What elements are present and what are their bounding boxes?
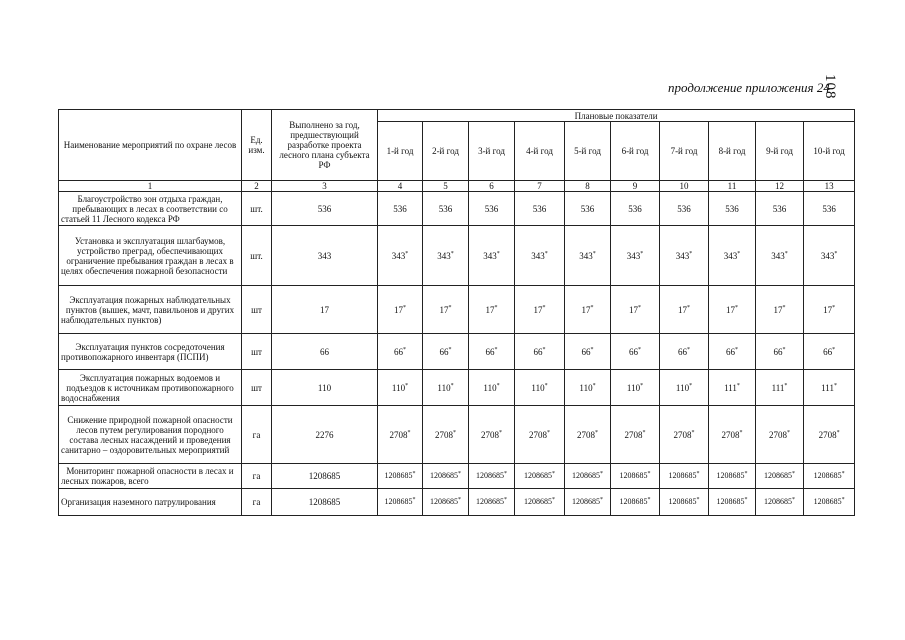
plan-value — [756, 406, 804, 464]
plan-value-number: 66 — [629, 346, 638, 357]
footnote-mark: * — [590, 304, 594, 311]
plan-value-number: 17 — [629, 304, 638, 315]
plan-value — [565, 226, 611, 286]
unit-cell: га — [242, 489, 272, 516]
plan-value — [469, 489, 515, 516]
footnote-mark: * — [832, 346, 836, 353]
plan-value-number: 66 — [485, 346, 495, 357]
plan-value-number: 2708 — [435, 429, 453, 440]
plan-value-number: 2708 — [624, 429, 643, 440]
plan-value — [515, 489, 565, 516]
plan-value — [565, 334, 611, 370]
plan-value — [611, 334, 660, 370]
activity-name: Организация наземного патрулирования — [59, 489, 242, 516]
plan-value-number: 536 — [438, 203, 453, 214]
footnote-mark: * — [735, 346, 738, 353]
plan-value-number: 343 — [437, 250, 451, 261]
header-year: 4-й год — [515, 122, 565, 181]
table-row — [59, 192, 855, 226]
plan-value-number: 2708 — [769, 429, 787, 440]
footnote-mark: * — [691, 429, 695, 436]
column-number: 4 — [378, 181, 423, 192]
plan-value-number: 343 — [675, 250, 690, 261]
activity-name: Эксплуатация пунктов сосредоточения противопожарного инвентаря (ПСПИ) — [59, 334, 242, 370]
plan-value — [660, 334, 709, 370]
plan-value-number: 1208685 — [430, 471, 458, 480]
plan-value-number: 17 — [773, 304, 783, 315]
plan-value — [804, 489, 855, 516]
footnote-mark: * — [592, 382, 596, 389]
column-number: 8 — [565, 181, 611, 192]
footnote-mark: * — [458, 497, 461, 503]
plan-value — [423, 370, 469, 406]
activity-name: Благоустройство зон отдыха граждан, пребывающих в лесах в соответствии со статьей 11 Лесного кодекса РФ — [59, 192, 242, 226]
plan-value — [423, 406, 469, 464]
footnote-mark: * — [547, 429, 550, 436]
plan-value — [804, 406, 855, 464]
footnote-mark: * — [504, 471, 507, 477]
footnote-mark: * — [689, 382, 693, 389]
header-year: 7-й год — [660, 122, 709, 181]
footnote-mark: * — [834, 250, 838, 257]
plan-value-number: 536 — [822, 203, 836, 214]
plan-value — [756, 489, 804, 516]
plan-value — [423, 226, 469, 286]
header-year: 10-й год — [804, 122, 855, 181]
column-number: 11 — [709, 181, 756, 192]
plan-value-number: 17 — [485, 304, 495, 315]
plan-value-number: 343 — [820, 250, 835, 261]
header-planned: Плановые показатели — [378, 110, 855, 122]
plan-value — [709, 406, 756, 464]
plan-value-number: 66 — [823, 346, 833, 357]
unit-cell: га — [242, 464, 272, 489]
plan-value — [565, 192, 611, 226]
plan-value — [565, 406, 611, 464]
footnote-mark: * — [600, 471, 603, 477]
footnote-mark: * — [403, 346, 406, 353]
plan-value-number: 1208685 — [764, 471, 792, 480]
unit-cell: га — [242, 406, 272, 464]
column-number: 2 — [242, 181, 272, 192]
plan-value-number: 1208685 — [476, 497, 504, 506]
plan-value — [756, 226, 804, 286]
plan-value-number: 17 — [823, 304, 833, 315]
footnote-mark: * — [841, 471, 845, 477]
plan-value — [709, 286, 756, 334]
plan-value — [804, 192, 855, 226]
plan-value — [611, 464, 660, 489]
plan-value-number: 343 — [626, 250, 641, 261]
header-year: 9-й год — [756, 122, 804, 181]
footnote-mark: * — [496, 250, 500, 257]
column-numbers-row — [59, 181, 855, 192]
plan-value — [709, 464, 756, 489]
footnote-mark: * — [542, 346, 546, 353]
footnote-mark: * — [407, 429, 411, 436]
plan-value-number: 1208685 — [716, 471, 745, 480]
plan-value-number: 110 — [531, 382, 545, 393]
footnote-mark: * — [784, 382, 788, 389]
plan-value — [611, 226, 660, 286]
plan-value — [709, 489, 756, 516]
plan-value — [423, 192, 469, 226]
footnote-mark: * — [744, 497, 748, 503]
column-number: 3 — [272, 181, 378, 192]
plan-value — [804, 286, 855, 334]
plan-value-number: 66 — [533, 346, 543, 357]
plan-value — [660, 286, 709, 334]
plan-value-number: 17 — [394, 304, 403, 315]
plan-value-number: 1208685 — [524, 497, 552, 506]
plan-value-number: 2708 — [577, 429, 595, 440]
plan-value — [756, 192, 804, 226]
footnote-mark: * — [595, 429, 598, 436]
plan-value-number: 536 — [772, 203, 787, 214]
footnote-mark: * — [592, 250, 596, 257]
plan-value-number: 536 — [532, 203, 547, 214]
plan-value-number: 1208685 — [619, 471, 648, 480]
footnote-mark: * — [453, 429, 456, 436]
footnote-mark: * — [542, 304, 546, 311]
footnote-mark: * — [744, 471, 748, 477]
plan-value-number: 111 — [724, 382, 737, 393]
footnote-mark: * — [590, 346, 594, 353]
plan-value-number: 110 — [483, 382, 497, 393]
plan-value-number: 66 — [394, 346, 403, 357]
header-year: 2-й год — [423, 122, 469, 181]
footnote-mark: * — [689, 250, 693, 257]
plan-value-number: 343 — [723, 250, 738, 261]
footnote-mark: * — [737, 250, 741, 257]
footnote-mark: * — [448, 346, 452, 353]
plan-value-number: 111 — [771, 382, 785, 393]
plan-value — [565, 286, 611, 334]
plan-value-number: 1208685 — [668, 497, 697, 506]
footnote-mark: * — [640, 250, 644, 257]
plan-value — [565, 464, 611, 489]
plan-value — [756, 464, 804, 489]
table-row — [59, 334, 855, 370]
done-value: 1208685 — [272, 464, 378, 489]
column-number: 13 — [804, 181, 855, 192]
plan-value — [423, 464, 469, 489]
done-value: 536 — [272, 192, 378, 226]
header-unit: Ед. изм. — [242, 110, 272, 181]
footnote-mark: * — [647, 471, 651, 477]
done-value: 110 — [272, 370, 378, 406]
footnote-mark: * — [450, 250, 454, 257]
plan-value — [660, 370, 709, 406]
plan-value — [804, 334, 855, 370]
plan-value — [515, 406, 565, 464]
plan-value-number: 1208685 — [430, 497, 458, 506]
plan-value-number: 110 — [579, 382, 593, 393]
activity-name: Мониторинг пожарной опасности в лесах и лесных пожаров, всего — [59, 464, 242, 489]
footnote-mark: * — [499, 429, 502, 436]
plan-value — [378, 370, 423, 406]
footnote-mark: * — [552, 471, 555, 477]
plan-value — [378, 226, 423, 286]
plan-value-number: 343 — [391, 250, 406, 261]
plan-value — [804, 370, 855, 406]
plan-value-number: 1208685 — [668, 471, 697, 480]
plan-value — [469, 464, 515, 489]
unit-cell: шт. — [242, 192, 272, 226]
plan-value-number: 1208685 — [384, 497, 413, 506]
footnote-mark: * — [687, 346, 690, 353]
plan-value-number: 1208685 — [716, 497, 745, 506]
unit-cell: шт — [242, 334, 272, 370]
header-year: 1-й год — [378, 122, 423, 181]
plan-value — [515, 464, 565, 489]
plan-value — [709, 334, 756, 370]
header-year: 5-й год — [565, 122, 611, 181]
plan-value-number: 343 — [483, 250, 497, 261]
header-year: 3-й год — [469, 122, 515, 181]
header-name: Наименование мероприятий по охране лесов — [59, 110, 242, 181]
plan-value-number: 2708 — [529, 429, 547, 440]
plan-value — [378, 334, 423, 370]
header-row-top — [59, 110, 855, 122]
activity-name: Установка и эксплуатация шлагбаумов, устройство преград, обеспечивающих ограничение пребывания граждан в лесах в целях обеспечения пожарной безопасности — [59, 226, 242, 286]
plan-value-number: 1208685 — [384, 471, 413, 480]
done-value: 66 — [272, 334, 378, 370]
table-row — [59, 406, 855, 464]
footnote-mark: * — [696, 471, 700, 477]
footnote-mark: * — [739, 429, 743, 436]
plan-value-number: 1208685 — [813, 471, 842, 480]
plan-value-number: 111 — [821, 382, 834, 393]
plan-value — [709, 192, 756, 226]
footnote-mark: * — [405, 250, 409, 257]
plan-value — [515, 226, 565, 286]
plan-value-number: 536 — [484, 203, 499, 214]
plan-value — [611, 192, 660, 226]
plan-value — [660, 406, 709, 464]
plan-value-number: 1208685 — [572, 497, 600, 506]
page-number: 108 — [822, 74, 838, 100]
footnote-mark: * — [735, 304, 738, 311]
footnote-mark: * — [792, 497, 795, 503]
footnote-mark: * — [600, 497, 603, 503]
plan-value — [378, 406, 423, 464]
plan-value-number: 1208685 — [524, 471, 552, 480]
plan-value-number: 17 — [533, 304, 543, 315]
footnote-mark: * — [458, 471, 461, 477]
plan-value — [378, 489, 423, 516]
done-value: 1208685 — [272, 489, 378, 516]
footnote-mark: * — [782, 346, 786, 353]
footnote-mark: * — [784, 250, 788, 257]
footnote-mark: * — [450, 382, 454, 389]
footnote-mark: * — [687, 304, 690, 311]
plan-value — [611, 286, 660, 334]
plan-value — [660, 464, 709, 489]
done-value: 17 — [272, 286, 378, 334]
plan-value — [660, 226, 709, 286]
column-number: 7 — [515, 181, 565, 192]
forest-protection-plan-table — [58, 109, 855, 516]
plan-value-number: 17 — [726, 304, 735, 315]
activity-name: Снижение природной пожарной опасности лесов путем регулирования породного состава лесных насаждений и проведения санитарно – оздоровительных мероприятий — [59, 406, 242, 464]
plan-value-number: 1208685 — [476, 471, 504, 480]
footnote-mark: * — [494, 304, 498, 311]
plan-value-number: 536 — [725, 203, 739, 214]
plan-value-number: 110 — [437, 382, 451, 393]
plan-value-number: 536 — [580, 203, 595, 214]
continuation-caption: продолжение приложения 24 — [668, 80, 830, 95]
footnote-mark: * — [544, 382, 548, 389]
plan-value-number: 536 — [677, 203, 691, 214]
plan-value-number: 110 — [391, 382, 406, 393]
table-body — [59, 192, 855, 516]
plan-value — [515, 286, 565, 334]
plan-value — [660, 192, 709, 226]
plan-value — [756, 334, 804, 370]
plan-value — [378, 286, 423, 334]
footnote-mark: * — [642, 429, 646, 436]
plan-value-number: 1208685 — [619, 497, 648, 506]
plan-value-number: 2708 — [389, 429, 408, 440]
footnote-mark: * — [504, 497, 507, 503]
plan-value — [378, 464, 423, 489]
plan-value — [423, 489, 469, 516]
activity-name: Эксплуатация пожарных наблюдательных пунктов (вышек, мачт, павильонов и других наблюдательных пунктов) — [59, 286, 242, 334]
unit-cell: шт. — [242, 226, 272, 286]
unit-cell: шт — [242, 286, 272, 334]
plan-value-number: 343 — [579, 250, 593, 261]
footnote-mark: * — [787, 429, 790, 436]
footnote-mark: * — [736, 382, 740, 389]
footnote-mark: * — [836, 429, 840, 436]
plan-value-number: 66 — [773, 346, 783, 357]
footnote-mark: * — [782, 304, 786, 311]
table-row — [59, 286, 855, 334]
plan-value — [565, 370, 611, 406]
plan-value-number: 343 — [771, 250, 785, 261]
plan-value — [565, 489, 611, 516]
table-row — [59, 464, 855, 489]
plan-value — [515, 192, 565, 226]
footnote-mark: * — [792, 471, 795, 477]
footnote-mark: * — [494, 346, 498, 353]
plan-value — [469, 226, 515, 286]
plan-value-number: 2708 — [818, 429, 837, 440]
footnote-mark: * — [552, 497, 555, 503]
header-year: 6-й год — [611, 122, 660, 181]
plan-value-number: 17 — [678, 304, 687, 315]
table-row — [59, 226, 855, 286]
plan-value — [804, 464, 855, 489]
plan-value — [469, 334, 515, 370]
header-done: Выполнено за год, предшествующий разработке проекта лесного плана субъекта РФ — [272, 110, 378, 181]
plan-value-number: 17 — [439, 304, 449, 315]
footnote-mark: * — [841, 497, 845, 503]
plan-value-number: 2708 — [721, 429, 740, 440]
column-number: 5 — [423, 181, 469, 192]
footnote-mark: * — [638, 304, 641, 311]
footnote-mark: * — [640, 382, 644, 389]
plan-value — [709, 370, 756, 406]
header-year: 8-й год — [709, 122, 756, 181]
plan-value — [469, 192, 515, 226]
footnote-mark: * — [833, 382, 837, 389]
footnote-mark: * — [647, 497, 651, 503]
plan-value — [378, 192, 423, 226]
plan-value — [469, 370, 515, 406]
plan-value — [804, 226, 855, 286]
plan-value — [611, 406, 660, 464]
plan-value-number: 1208685 — [572, 471, 600, 480]
footnote-mark: * — [403, 304, 406, 311]
plan-value — [423, 286, 469, 334]
plan-value-number: 536 — [393, 203, 407, 214]
plan-value-number: 1208685 — [764, 497, 792, 506]
plan-value — [423, 334, 469, 370]
plan-value — [515, 370, 565, 406]
column-number: 6 — [469, 181, 515, 192]
footnote-mark: * — [412, 471, 416, 477]
plan-value-number: 2708 — [673, 429, 692, 440]
footnote-mark: * — [544, 250, 548, 257]
plan-value — [756, 370, 804, 406]
plan-value — [756, 286, 804, 334]
plan-value-number: 110 — [626, 382, 641, 393]
plan-value — [709, 226, 756, 286]
activity-name: Эксплуатация пожарных водоемов и подъездов к источникам противопожарного водоснабжения — [59, 370, 242, 406]
footnote-mark: * — [696, 497, 700, 503]
plan-value — [469, 406, 515, 464]
plan-value-number: 66 — [726, 346, 735, 357]
plan-value — [660, 489, 709, 516]
footnote-mark: * — [638, 346, 641, 353]
done-value: 343 — [272, 226, 378, 286]
footnote-mark: * — [448, 304, 452, 311]
unit-cell: шт — [242, 370, 272, 406]
plan-value — [469, 286, 515, 334]
plan-value-number: 1208685 — [813, 497, 842, 506]
plan-value-number: 66 — [439, 346, 449, 357]
plan-value — [515, 334, 565, 370]
plan-value-number: 66 — [581, 346, 591, 357]
footnote-mark: * — [412, 497, 416, 503]
plan-value-number: 110 — [675, 382, 690, 393]
column-number: 1 — [59, 181, 242, 192]
column-number: 9 — [611, 181, 660, 192]
footnote-mark: * — [496, 382, 500, 389]
plan-value-number: 17 — [581, 304, 591, 315]
column-number: 10 — [660, 181, 709, 192]
column-number: 12 — [756, 181, 804, 192]
footnote-mark: * — [405, 382, 409, 389]
table-row — [59, 370, 855, 406]
plan-value-number: 2708 — [481, 429, 499, 440]
footnote-mark: * — [832, 304, 836, 311]
done-value: 2276 — [272, 406, 378, 464]
plan-value — [611, 370, 660, 406]
plan-value-number: 536 — [628, 203, 642, 214]
table-row — [59, 489, 855, 516]
plan-value-number: 66 — [678, 346, 687, 357]
plan-value — [611, 489, 660, 516]
plan-value-number: 343 — [531, 250, 545, 261]
